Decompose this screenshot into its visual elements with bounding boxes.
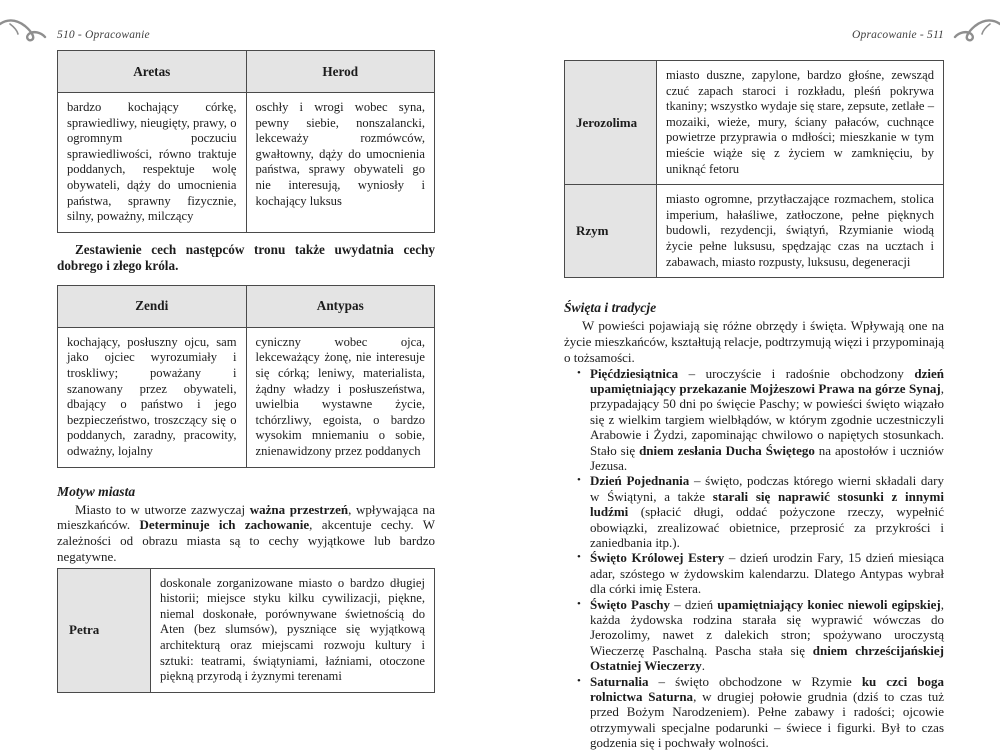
swirl-icon xyxy=(0,15,50,43)
table-header-row xyxy=(58,285,435,327)
list-item-swieto-krolowej-estery: • Święto Królowej Estery – dzień urodzin Fary, 15 dzień miesiąca adar, szóstego w żydowskim kalendarzu. Dlatego Antypas wybrał dla córki imię Estera. xyxy=(577,550,944,596)
table-row xyxy=(565,61,944,185)
cell-petra-description: doskonale zorganizowane miasto o bardzo długiej historii; miejsce styku kilku cywilizacji, piękne, niemal doskonałe, porównywane świetnością do Aten (bez slumsów), pyszniące się wyjątkową architekturą oraz miejscami rozwoju kultury i sztuki: teatrami, świątyniami, łaźniami, otoczone piękną przyrodą i żyznymi terenami xyxy=(151,568,435,692)
table-row xyxy=(565,185,944,278)
list-item-piecdziesiatnica: • Pięćdziesiątnica – uroczyście i radośnie obchodzony dzień upamiętniający przekazanie Mojżeszowi Prawa na górze Synaj, przypadający 50 dni po święcie Paschy; w powieści święto wiązało się z wielkim targiem wielbłądów, w którym zgodnie uczestniczyli Arabowie i Żydzi, zapominając chwilowo o napiętych stosunkach. Stało się dniem zesłania Ducha Świętego na apostołów i uczniów Jezusa. xyxy=(577,366,944,474)
column-header-aretas: Aretas xyxy=(58,51,247,93)
holidays-list xyxy=(564,366,944,751)
cell-jerozolima-description: miasto duszne, zapylone, bardzo głośne, zewsząd czuć zapach staroci i rozkładu, pleśń pokrywa tkaniny; wszystko wydaje się stare, zepsute, zetlałe – mozaiki, wieże, mury, ściany pałaców, cuchnące powietrze przyprawia o mdłości; mieszkanie w tym mieście wiąże się z życiem w zamknięciu, by uniknąć fetoru xyxy=(657,61,944,185)
cell-aretas-traits: bardzo kochający córkę, sprawiedliwy, nieugięty, prawy, o ogromnym poczuciu sprawiedliwości, równo traktuje poddanych, respektuje wolę obywateli, dąży do umocnienia państwa, sprawny fizycznie, silny, poważny, milczący xyxy=(58,93,247,233)
list-item-saturnalia: • Saturnalia – święto obchodzone w Rzymie ku czci boga rolnictwa Saturna, w drugiej połowie grudnia (dziś to czas tuż przed Bożym Narodzeniem). Pełne zabawy i radości; ojcowie otrzymywali specjalne podarunki – świece i figurki. Był to czas godzenia się i pochwały wolności. xyxy=(577,674,944,751)
cell-zendi-traits: kochający, posłuszny ojcu, sam jako ojciec wyrozumiały i troskliwy; poważany i szanowany przez obywateli, dbający o państwo i jego bezpieczeństwo, troszczący się o poddanych, zaradny, pracowity, odważny, lojalny xyxy=(58,327,247,467)
motyw-miasta-paragraph: Miasto to w utworze zazwyczaj ważna przestrzeń, wpływająca na mieszkańców. Determinuje ich zachowanie, akcentuje cechy. W zależności od obrazu miasta są to cechy wyjątkowe lub bardzo negatywne. xyxy=(57,501,436,564)
list-item-dzien-pojednania: • Dzień Pojednania – święto, podczas którego wierni składali dary w Świątyni, a także starali się naprawić stosunki z innymi ludźmi (spłacić długi, oddać pożyczone rzeczy, wypełnić obowiązki, zrealizować obietnice, przeprosić za przykrości i zaniedbania itp.). xyxy=(577,473,944,550)
cell-rzym-label: Rzym xyxy=(565,185,657,278)
cell-rzym-description: miasto ogromne, przytłaczające rozmachem, stolica imperium, hałaśliwe, zatłoczone, pełne pięknych budowli, rezydencji, świątyń, Rzymianie wiodą życie pełne luksusu, spędzając czas na ucztach i zabawach, miasto rozpusty, luksusu, degeneracji xyxy=(657,185,944,278)
flourish-ornament-left xyxy=(0,15,50,43)
section-title-motyw-miasta: Motyw miasta xyxy=(57,483,136,499)
column-header-antypas: Antypas xyxy=(246,285,435,327)
column-header-zendi: Zendi xyxy=(58,285,247,327)
cell-petra-label: Petra xyxy=(58,568,151,692)
flourish-ornament-right xyxy=(950,15,1000,43)
section-title-swieta-i-tradycje: Święta i tradycje xyxy=(564,300,657,316)
page-header-left: 510 - Opracowanie xyxy=(57,29,150,41)
lead-paragraph: Zestawienie cech następców tronu także uwydatnia cechy dobrego i złego króla. xyxy=(57,241,435,274)
cell-jerozolima-label: Jerozolima xyxy=(565,61,657,185)
table-row xyxy=(58,327,435,467)
petra-table xyxy=(57,568,435,693)
cities-table xyxy=(564,60,944,278)
kings-comparison-table xyxy=(57,50,435,233)
page-header-right: Opracowanie - 511 xyxy=(852,29,944,41)
right-page xyxy=(564,28,944,751)
left-page xyxy=(57,28,435,693)
table-row xyxy=(58,568,435,692)
table-row xyxy=(58,93,435,233)
column-header-herod: Herod xyxy=(246,51,435,93)
table-header-row xyxy=(58,51,435,93)
heirs-comparison-table xyxy=(57,285,435,468)
swieta-intro-paragraph: W powieści pojawiają się różne obrzędy i święta. Wpływają one na życie mieszkańców, kształtują relacje, podtrzymują więzi i przypominają o tożsamości. xyxy=(564,318,944,365)
cell-antypas-traits: cyniczny wobec ojca, lekceważący żonę, nie interesuje się córką; leniwy, materialista, żądny władzy i posłuszeństwa, uwielbia wystawne życie, tchórzliwy, egoista, o bardzo wysokim mniemaniu o sobie, znienawidzony przez poddanych xyxy=(246,327,435,467)
cell-herod-traits: oschły i wrogi wobec syna, pewny siebie, nonszalancki, lekceważy rozmówców, gwałtowny, dąży do umocnienia państwa, sprawy obywateli go nie interesują, wyniosły i kochający luksus xyxy=(246,93,435,233)
list-item-swieto-paschy: • Święto Paschy – dzień upamiętniający koniec niewoli egipskiej, każda żydowska rodzina starała się wyprawić wówczas do Jerozolimy, nawet z dalekich stron; spożywano uroczystą Wieczerzę Paschalną. Pascha stała się dniem chrześcijańskiej Ostatniej Wieczerzy. xyxy=(577,597,944,674)
swirl-icon xyxy=(950,15,1000,43)
